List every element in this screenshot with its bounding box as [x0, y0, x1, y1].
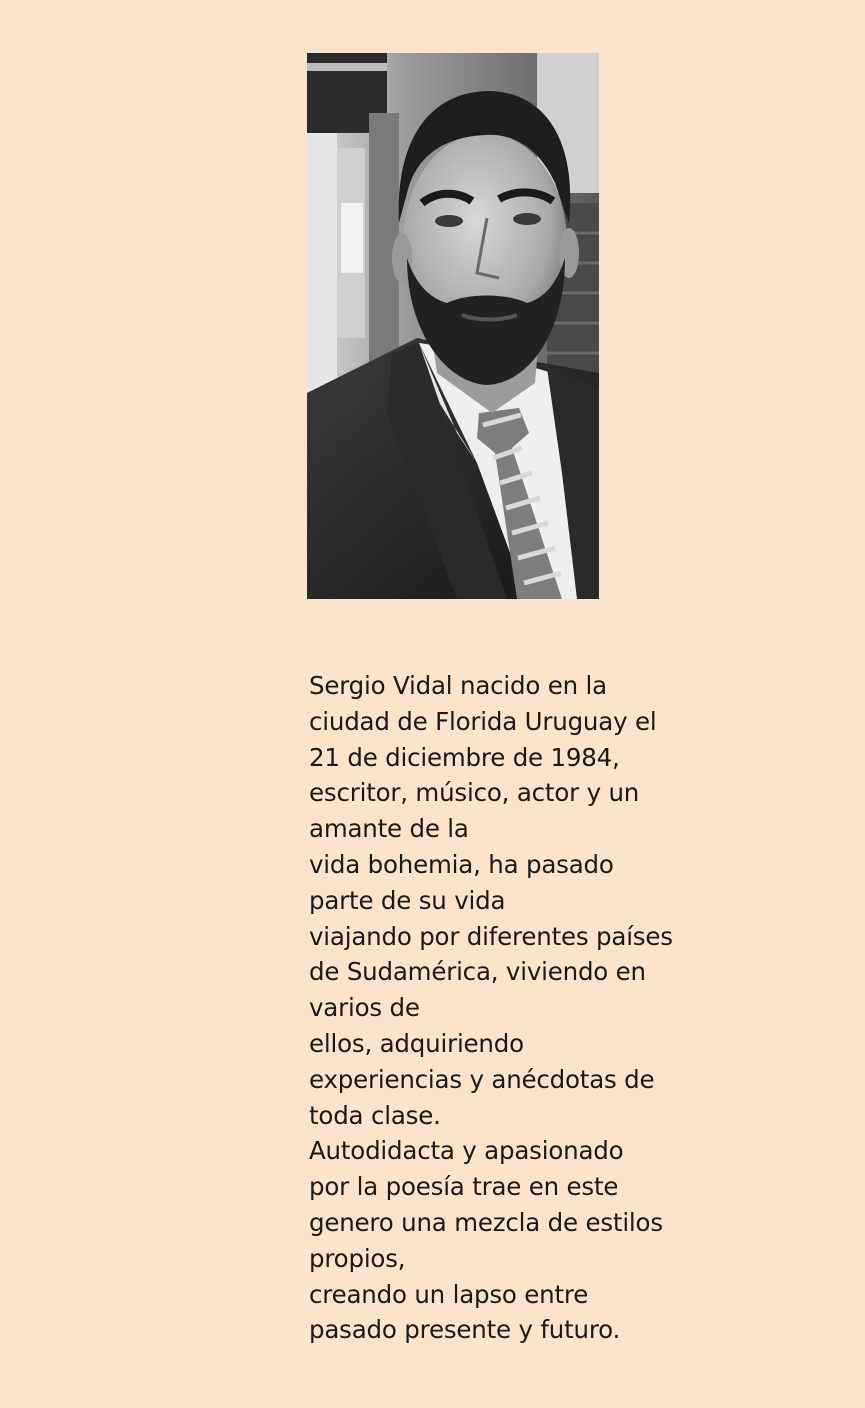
bio-line: ellos, adquiriendo [309, 1028, 524, 1058]
bio-line: propios, [309, 1243, 406, 1273]
bio-line: viajando por diferentes países [309, 921, 673, 951]
portrait-photo-icon [307, 53, 599, 599]
bio-line: de Sudamérica, viviendo en [309, 957, 646, 987]
bio-line: Autodidacta y apasionado [309, 1136, 624, 1166]
bio-line: por la poesía trae en este [309, 1172, 619, 1202]
author-bio [309, 668, 729, 1348]
bio-line: creando un lapso entre [309, 1279, 589, 1309]
bio-line: toda clase. [309, 1100, 441, 1130]
bio-line: Sergio Vidal nacido en la [309, 671, 607, 700]
bio-line: varios de [309, 993, 420, 1023]
bio-line: escritor, músico, actor y un [309, 778, 640, 808]
bio-line: parte de su vida [309, 885, 506, 915]
bio-line: ciudad de Florida Uruguay el [309, 706, 657, 736]
bio-line: genero una mezcla de estilos [309, 1207, 663, 1237]
bio-line: amante de la [309, 814, 469, 844]
bio-line: vida bohemia, ha pasado [309, 849, 614, 879]
bio-line: pasado presente y futuro. [309, 1315, 621, 1345]
author-portrait [307, 53, 599, 599]
bio-line: 21 de diciembre de 1984, [309, 742, 620, 772]
bio-line: experiencias y anécdotas de [309, 1064, 655, 1094]
